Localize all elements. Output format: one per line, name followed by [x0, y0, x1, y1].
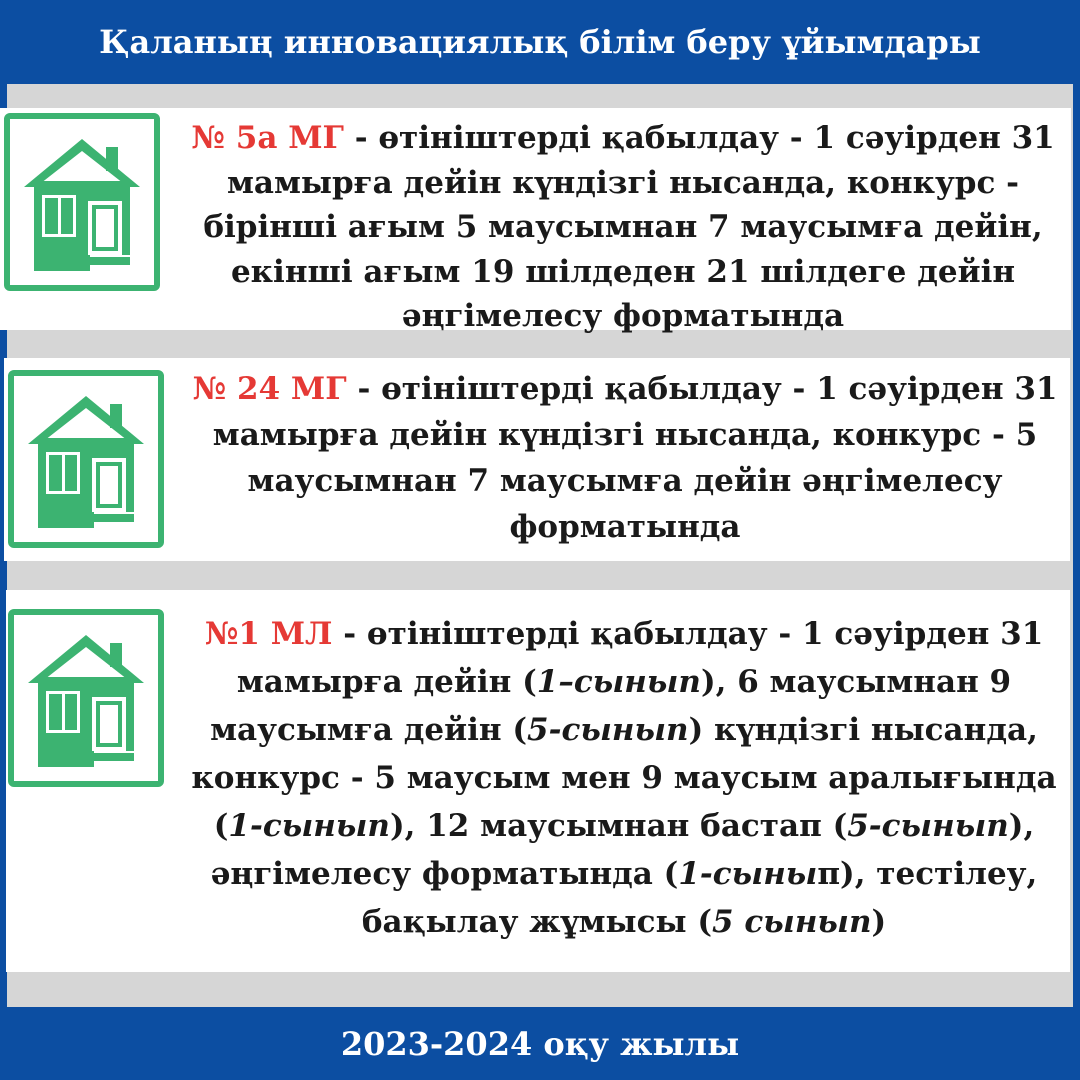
item-text: - өтініштерді қабылдау - 1 сәуірден 31 мамырға дейін күндізгі нысанда, конкурс - бірінші ағым 5 маусымнан 7 маусымға дейін, екінші ағым 19 шілдеден 21 шілдеге дейін әңгімелесу форматында [203, 120, 1055, 334]
item-text: ), 12 маусымнан бастап ( [389, 808, 848, 844]
item-description [178, 116, 1068, 339]
item-description [182, 366, 1068, 550]
school-name: № 24 МГ [192, 371, 347, 407]
grade-label: 5-сынып [847, 808, 1009, 844]
page-title: Қаланың инновациялық білім беру ұйымдары [99, 23, 981, 61]
item-text: ), 6 маусымнан 9 маусымға дейін ( [210, 664, 1012, 748]
school-name: № 5а МГ [191, 120, 344, 156]
grade-label: 1–сынып [536, 664, 701, 700]
house-icon [4, 113, 160, 291]
item-text: п), тестілеу, бақылау жұмысы ( [361, 856, 1038, 940]
house-icon [8, 609, 164, 787]
card-24-mg [4, 358, 1070, 561]
grade-label: 1-сыны [678, 856, 818, 892]
grade-label: 5 сынып [712, 904, 872, 940]
header-banner [0, 0, 1080, 84]
content-panel [7, 84, 1073, 1007]
item-text: ), әңгімелесу форматында ( [210, 808, 1035, 892]
school-name: №1 МЛ [204, 616, 333, 652]
card-1-ml [6, 590, 1070, 972]
item-text: ) [871, 904, 887, 940]
house-icon [8, 370, 164, 548]
item-text: ) күндізгі нысанда, конкурс - 5 маусым мен 9 маусым аралығында ( [191, 712, 1057, 844]
grade-label: 1-сынып [228, 808, 390, 844]
item-text: - өтініштерді қабылдау - 1 сәуірден 31 мамырға дейін күндізгі нысанда, конкурс - 5 маусымнан 7 маусымға дейін әңгімелесу форматында [212, 371, 1058, 545]
card-5a-mg [0, 108, 1071, 334]
academic-year: 2023-2024 оқу жылы [340, 1024, 740, 1063]
item-text: - өтініштерді қабылдау - 1 сәуірден 31 мамырға дейін ( [236, 616, 1044, 700]
grade-label: 5-сынып [527, 712, 689, 748]
footer-banner [0, 1007, 1080, 1080]
item-description [180, 610, 1068, 946]
